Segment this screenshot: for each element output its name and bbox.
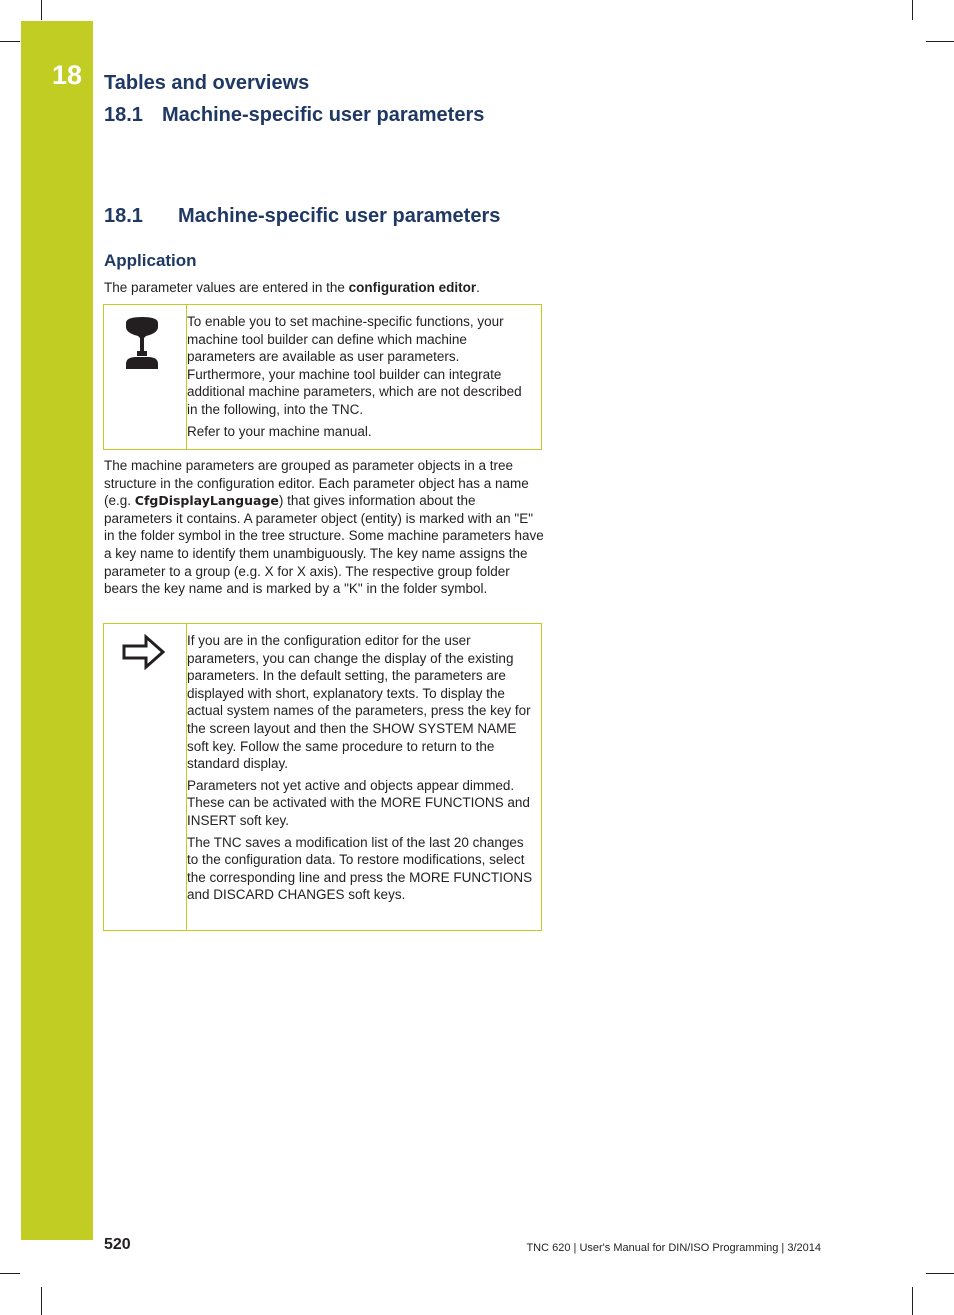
body-paragraph [104, 457, 544, 598]
footer-text: TNC 620 | User's Manual for DIN/ISO Programming | 3/2014 [526, 1242, 821, 1254]
parameter-name: CfgDisplayLanguage [134, 493, 279, 509]
page-number: 520 [104, 1236, 131, 1253]
crop-mark [926, 1273, 954, 1274]
running-header [104, 104, 484, 127]
running-header-title: Machine-specific user parameters [162, 104, 485, 126]
note-paragraph: If you are in the configuration editor for the user parameters, you can change the display of the existing parameters. In the default setting, the parameters are displayed with short, explanatory texts. To display the actual system names of the parameters, press the key for the screen layout and then the SHOW SYSTEM NAME soft key. Follow the same procedure to return to the standard display. [187, 633, 531, 772]
section-heading [104, 205, 500, 228]
intro-bold: configuration editor [348, 280, 477, 295]
machine-dependent-icon [122, 317, 162, 369]
intro-text: The parameter values are entered in the [104, 280, 349, 295]
note-paragraph: The TNC saves a modification list of the last 20 changes to the configuration data. To restore modifications, select the corresponding line and press the MORE FUNCTIONS and DISCARD CHANGES soft keys. [187, 834, 533, 903]
intro-suffix: . [476, 280, 480, 295]
crop-mark [0, 1273, 20, 1274]
chapter-number: 18 [52, 60, 83, 90]
machine-note-box [103, 304, 542, 450]
crop-mark [926, 41, 954, 42]
running-header-number: 18.1 [104, 104, 143, 126]
note-icon-column [104, 305, 187, 449]
arrow-right-icon [122, 634, 166, 670]
note-paragraph: Parameters not yet active and objects appear dimmed. These can be activated with the MORE FUNCTIONS and INSERT soft key. [187, 777, 530, 828]
crop-mark [912, 1287, 913, 1315]
section-number: 18.1 [104, 205, 143, 227]
intro-paragraph [104, 279, 544, 297]
note-paragraph: To enable you to set machine-specific functions, your machine tool builder can define which machine parameters are available as user parameters. Furthermore, your machine tool builder can integrate additional machine parameters, which are not described in the following, into the TNC. [187, 314, 522, 417]
chapter-title: Tables and overviews [104, 72, 310, 94]
section-title: Machine-specific user parameters [178, 205, 501, 227]
crop-mark [912, 0, 913, 20]
chapter-sidebar [21, 21, 93, 1240]
body-text: ) that gives information about the parameters it contains. A parameter object (entity) is marked with an "E" in the folder symbol in the tree structure. Some machine parameters have a key name to identify them unambiguously. The key name assigns the parameter to a group (e.g. X for X axis). The respective group folder bears the key name and is marked by a "K" in the folder symbol. [104, 493, 544, 597]
note-icon-column [104, 624, 187, 930]
crop-mark [0, 41, 20, 42]
config-note-text [187, 632, 533, 908]
crop-mark [41, 1287, 42, 1315]
machine-note-text [187, 313, 533, 444]
config-editor-note-box [103, 623, 542, 931]
note-paragraph: Refer to your machine manual. [187, 423, 372, 439]
crop-mark [41, 0, 42, 20]
application-heading: Application [104, 251, 197, 270]
body-text: The machine parameters are grouped as parameter objects in a tree structure in the configuration editor. Each parameter object has a name (e.g. [104, 458, 529, 509]
